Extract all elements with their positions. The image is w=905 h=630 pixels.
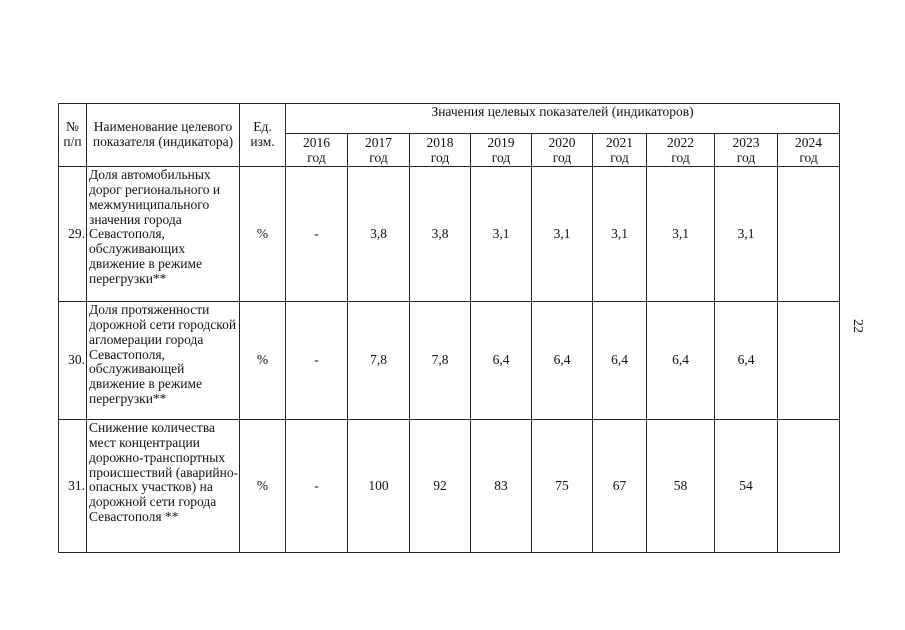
year-value: 2019 xyxy=(487,135,515,151)
year-cell xyxy=(286,134,348,167)
year-suffix: год xyxy=(736,150,756,165)
value-cell: 3,1 xyxy=(471,167,532,302)
value-cell: 3,1 xyxy=(647,167,715,302)
indicator-unit: % xyxy=(240,420,286,553)
value-cell: 6,4 xyxy=(647,302,715,420)
year-cell xyxy=(471,134,532,167)
indicator-name: Снижение количества мест концентрации дорожно-транспортных происшествий (аварийно-опасных участков) на дорожной сети города Севастополя ** xyxy=(87,420,240,553)
year-cell xyxy=(593,134,647,167)
year-cell xyxy=(532,134,593,167)
value-cell: 3,1 xyxy=(593,167,647,302)
value-cell: - xyxy=(286,167,348,302)
value-cell: 54 xyxy=(715,420,778,553)
value-cell: 3,8 xyxy=(410,167,471,302)
value-cell: 67 xyxy=(593,420,647,553)
value-cell: - xyxy=(286,302,348,420)
year-value: 2021 xyxy=(606,135,633,151)
value-cell: 92 xyxy=(410,420,471,553)
indicators-table xyxy=(58,103,840,553)
indicator-unit: % xyxy=(240,302,286,420)
value-cell: 3,1 xyxy=(715,167,778,302)
value-cell: 100 xyxy=(348,420,410,553)
value-cell xyxy=(778,302,840,420)
value-cell: 75 xyxy=(532,420,593,553)
value-cell: 58 xyxy=(647,420,715,553)
year-value: 2024 xyxy=(795,135,823,151)
year-suffix: год xyxy=(552,150,572,165)
indicator-unit: % xyxy=(240,167,286,302)
header-unit: Ед. изм. xyxy=(240,104,286,167)
year-suffix: год xyxy=(369,150,388,165)
year-suffix: год xyxy=(430,150,450,165)
year-suffix: год xyxy=(799,150,818,165)
value-cell: 6,4 xyxy=(715,302,778,420)
year-suffix: год xyxy=(610,150,629,165)
table-row xyxy=(59,302,840,420)
indicator-name: Доля протяженности дорожной сети городской агломерации города Севастополя, обслуживающей движение в режиме перегрузки** xyxy=(87,302,240,420)
value-cell: - xyxy=(286,420,348,553)
year-value: 2018 xyxy=(426,135,454,151)
year-value: 2017 xyxy=(365,135,392,151)
year-value: 2020 xyxy=(548,135,576,151)
value-cell: 83 xyxy=(471,420,532,553)
year-value: 2022 xyxy=(667,135,694,151)
page-number: 22 xyxy=(850,319,865,333)
year-value: 2016 xyxy=(303,135,330,151)
indicator-name: Доля автомобильных дорог регионального и межмуниципального значения города Севастополя, обслуживающих движение в режиме перегрузки** xyxy=(87,167,240,302)
value-cell: 7,8 xyxy=(410,302,471,420)
header-no: № п/п xyxy=(59,104,87,167)
value-cell: 6,4 xyxy=(532,302,593,420)
year-value: 2023 xyxy=(732,135,760,151)
header-values-title: Значения целевых показателей (индикаторов) xyxy=(286,104,840,134)
year-cell xyxy=(715,134,778,167)
year-suffix: год xyxy=(671,150,690,165)
value-cell: 7,8 xyxy=(348,302,410,420)
year-cell xyxy=(647,134,715,167)
table-row xyxy=(59,420,840,553)
year-cell xyxy=(410,134,471,167)
year-suffix: год xyxy=(491,150,511,165)
header-name: Наименование целевого показателя (индикатора) xyxy=(87,104,240,167)
value-cell: 3,8 xyxy=(348,167,410,302)
row-index: 30. xyxy=(59,302,87,420)
table-row xyxy=(59,167,840,302)
year-suffix: год xyxy=(307,150,326,165)
value-cell: 3,1 xyxy=(532,167,593,302)
value-cell: 6,4 xyxy=(471,302,532,420)
header-row xyxy=(59,104,840,134)
value-cell xyxy=(778,167,840,302)
value-cell: 6,4 xyxy=(593,302,647,420)
row-index: 29. xyxy=(59,167,87,302)
value-cell xyxy=(778,420,840,553)
year-cell xyxy=(348,134,410,167)
row-index: 31. xyxy=(59,420,87,553)
year-cell xyxy=(778,134,840,167)
